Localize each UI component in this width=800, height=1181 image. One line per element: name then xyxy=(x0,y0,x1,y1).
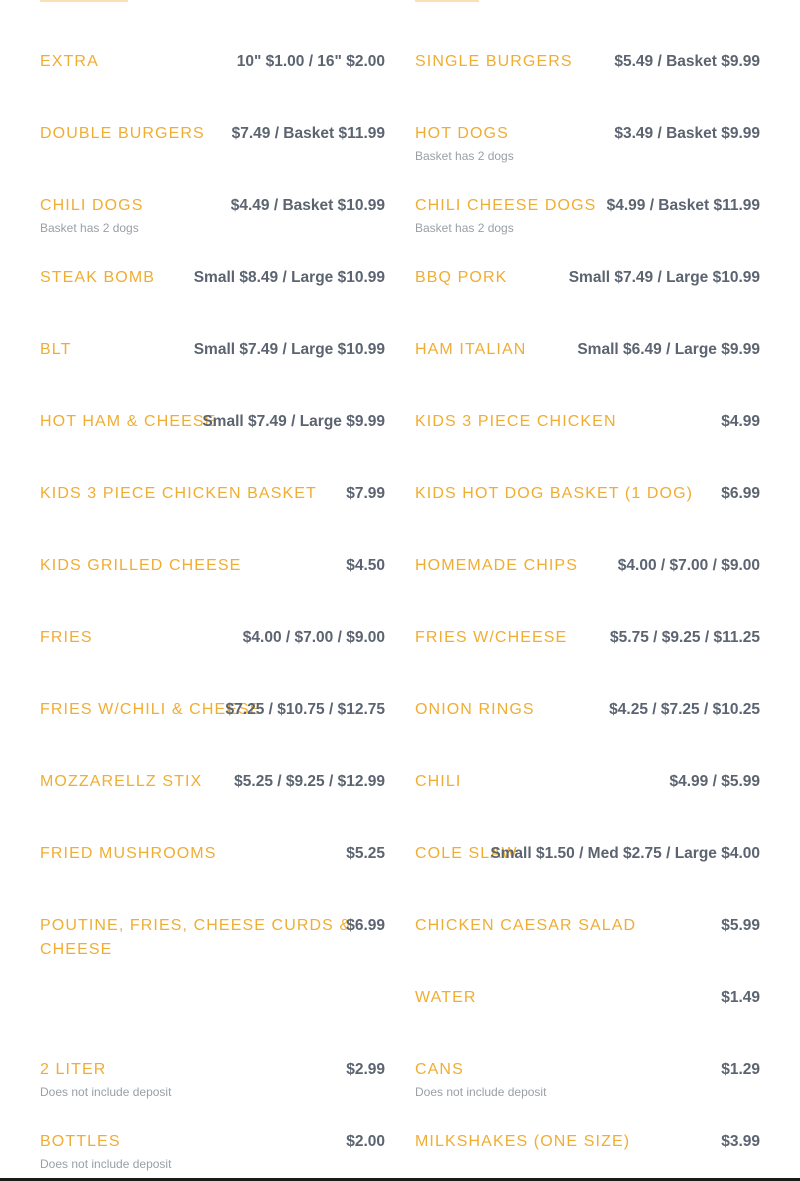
menu-item xyxy=(40,698,385,758)
menu-item-price: $7.25 / $10.75 / $12.75 xyxy=(225,701,385,718)
menu-item-name: FRIES xyxy=(40,629,93,646)
menu-item-name: CHILI DOGS xyxy=(40,197,144,214)
menu-item xyxy=(40,554,385,614)
menu-item xyxy=(40,770,385,830)
menu-item xyxy=(40,410,385,470)
menu-item-price: $6.99 xyxy=(346,917,385,934)
menu-item-name: COLE SLAW xyxy=(415,845,518,862)
menu-item xyxy=(415,986,760,1046)
menu-item xyxy=(40,122,385,182)
menu-item-name: EXTRA xyxy=(40,53,99,70)
menu-item-note: Basket has 2 dogs xyxy=(415,221,514,235)
menu-item-name: KIDS 3 PIECE CHICKEN BASKET xyxy=(40,485,317,502)
menu-item-name: KIDS 3 PIECE CHICKEN xyxy=(415,413,617,430)
menu-item-name: DOUBLE BURGERS xyxy=(40,125,205,142)
menu-item-name: KIDS GRILLED CHEESE xyxy=(40,557,242,574)
menu-item-name: MOZZARELLZ STIX xyxy=(40,773,203,790)
menu-item-price: $5.49 / Basket $9.99 xyxy=(614,53,760,70)
menu-item-name: BBQ PORK xyxy=(415,269,508,286)
menu-item xyxy=(415,698,760,758)
menu-item-price: $3.99 xyxy=(721,1133,760,1150)
menu-item xyxy=(40,482,385,542)
cut-off-previous-row xyxy=(0,0,800,4)
menu-item xyxy=(40,626,385,686)
menu-item-name: HOMEMADE CHIPS xyxy=(415,557,578,574)
menu-item-price: $4.00 / $7.00 / $9.00 xyxy=(242,629,385,646)
menu-item-price: 10" $1.00 / 16" $2.00 xyxy=(236,53,385,70)
menu-item xyxy=(415,554,760,614)
menu-item xyxy=(415,122,760,182)
menu-item-note: Basket has 2 dogs xyxy=(415,149,514,163)
menu-item xyxy=(415,626,760,686)
menu-item-price: $4.99 / Basket $11.99 xyxy=(606,197,760,214)
menu-item-price: Small $8.49 / Large $10.99 xyxy=(193,269,385,286)
menu-item-note: Does not include deposit xyxy=(40,1085,172,1099)
menu-item xyxy=(40,1058,385,1118)
menu-item-name: SINGLE BURGERS xyxy=(415,53,573,70)
menu-item xyxy=(40,50,385,110)
menu-item-name: BLT xyxy=(40,341,72,358)
menu-item xyxy=(415,410,760,470)
menu-item-price: Small $1.50 / Med $2.75 / Large $4.00 xyxy=(490,845,760,862)
menu-item-name: KIDS HOT DOG BASKET (1 DOG) xyxy=(415,485,694,502)
menu-item-name: POUTINE, FRIES, CHEESE CURDS & CHEESE xyxy=(40,917,352,958)
menu-item xyxy=(415,914,760,974)
menu-item-price: $1.49 xyxy=(721,989,760,1006)
menu-item xyxy=(415,194,760,254)
menu-item xyxy=(415,1130,760,1178)
menu-item-price: Small $7.49 / Large $9.99 xyxy=(202,413,385,430)
menu-item-price: $2.00 xyxy=(346,1133,385,1150)
menu-item xyxy=(415,770,760,830)
menu-item-price: $5.99 xyxy=(721,917,760,934)
menu-item xyxy=(415,338,760,398)
menu-item-price: Small $7.49 / Large $10.99 xyxy=(193,341,385,358)
menu-item xyxy=(415,1058,760,1118)
menu-item xyxy=(415,50,760,110)
menu-item-price: $4.49 / Basket $10.99 xyxy=(230,197,385,214)
menu-item-name: HOT HAM & CHEESE xyxy=(40,413,217,430)
menu-item-name: 2 LITER xyxy=(40,1061,107,1078)
menu-item-name: WATER xyxy=(415,989,477,1006)
menu-item-price: $4.00 / $7.00 / $9.00 xyxy=(617,557,760,574)
menu-item-price: $6.99 xyxy=(721,485,760,502)
menu-item-price: $4.50 xyxy=(346,557,385,574)
cut-off-text-right xyxy=(415,0,479,2)
menu-item-price: $7.49 / Basket $11.99 xyxy=(231,125,385,142)
menu-item-price: $5.25 / $9.25 / $12.99 xyxy=(234,773,385,790)
menu-item-price: $7.99 xyxy=(346,485,385,502)
menu-item-name: BOTTLES xyxy=(40,1133,121,1150)
menu-item xyxy=(415,266,760,326)
menu-item xyxy=(415,482,760,542)
menu-item-name: CHILI CHEESE DOGS xyxy=(415,197,597,214)
menu-item-price: $5.75 / $9.25 / $11.25 xyxy=(610,629,760,646)
menu-item-price: Small $6.49 / Large $9.99 xyxy=(577,341,760,358)
menu-item-price: $2.99 xyxy=(346,1061,385,1078)
menu-item-name: CANS xyxy=(415,1061,464,1078)
menu-item-name: STEAK BOMB xyxy=(40,269,156,286)
menu-item-name: CHILI xyxy=(415,773,462,790)
menu-item-price: $5.25 xyxy=(346,845,385,862)
menu-item xyxy=(40,842,385,902)
menu-item-price: $4.25 / $7.25 / $10.25 xyxy=(609,701,760,718)
menu-item-price: Small $7.49 / Large $10.99 xyxy=(568,269,760,286)
menu-item xyxy=(40,266,385,326)
menu-item-name: MILKSHAKES (ONE SIZE) xyxy=(415,1133,631,1150)
menu-item-note: Does not include deposit xyxy=(415,1085,547,1099)
menu-item xyxy=(415,842,760,902)
menu-item-price: $4.99 / $5.99 xyxy=(669,773,760,790)
menu-item xyxy=(40,914,385,1034)
menu-item-name: HAM ITALIAN xyxy=(415,341,527,358)
menu-item-price: $4.99 xyxy=(721,413,760,430)
menu-item xyxy=(40,338,385,398)
menu-item-name: FRIED MUSHROOMS xyxy=(40,845,217,862)
menu-item-price: $1.29 xyxy=(721,1061,760,1078)
menu-item-name: FRIES W/CHILI & CHEESE xyxy=(40,701,262,718)
menu-item-note: Does not include deposit xyxy=(40,1157,172,1171)
menu-item-note: Basket has 2 dogs xyxy=(40,221,139,235)
menu-item-price: $3.49 / Basket $9.99 xyxy=(614,125,760,142)
menu-item-name: ONION RINGS xyxy=(415,701,535,718)
menu-item xyxy=(40,1130,385,1178)
menu-item xyxy=(40,194,385,254)
menu-item-name: CHICKEN CAESAR SALAD xyxy=(415,917,637,934)
menu-item-name: HOT DOGS xyxy=(415,125,509,142)
menu-item-name: FRIES W/CHEESE xyxy=(415,629,568,646)
cut-off-text-left xyxy=(40,0,128,2)
